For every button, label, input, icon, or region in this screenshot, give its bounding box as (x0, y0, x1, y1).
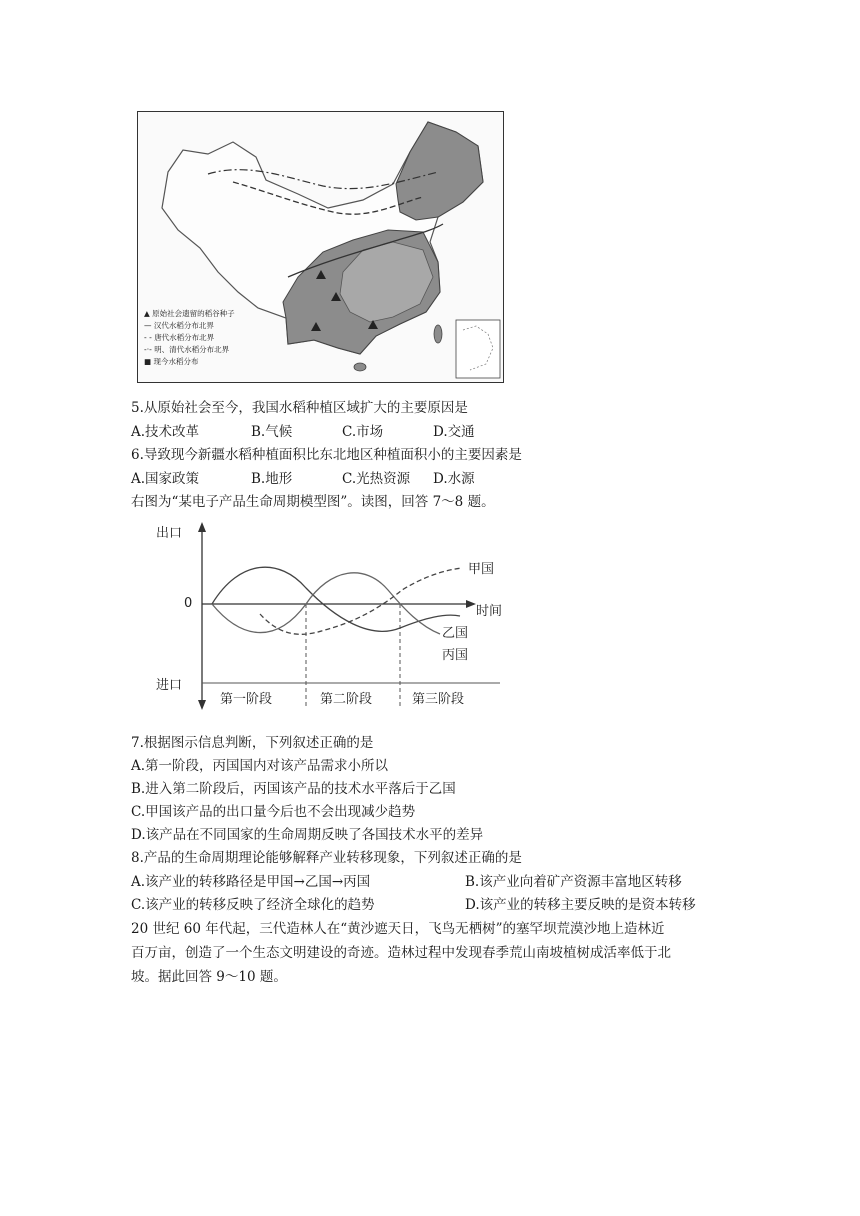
china-rice-map (137, 111, 504, 383)
northeast-rice-area (396, 122, 483, 220)
q8-option-c[interactable]: C.该产业的转移反映了经济全球化的趋势 (131, 897, 375, 913)
intro-9-10-line-2: 百万亩，创造了一个生态文明建设的奇迹。造林过程中发现春季荒山南坡植树成活率低于北 (131, 945, 671, 961)
label-country-yi: 乙国 (442, 626, 469, 641)
y-label-import: 进口 (156, 678, 183, 693)
q6-option-b[interactable]: B.地形 (251, 471, 293, 487)
legend-item-current: ■ 现今水稻分布 (144, 357, 199, 366)
y-label-export: 出口 (156, 526, 183, 541)
hainan (354, 363, 366, 371)
y-axis-arrow-bottom (198, 700, 206, 710)
q5-option-b[interactable]: B.气候 (251, 424, 293, 440)
stage-label-1: 第一阶段 (220, 692, 273, 707)
q7-option-d[interactable]: D.该产品在不同国家的生命周期反映了各国技术水平的差异 (131, 827, 484, 843)
q8-stem: 8.产品的生命周期理论能够解释产业转移现象，下列叙述正确的是 (131, 850, 522, 866)
q6-option-c[interactable]: C.光热资源 (342, 471, 411, 487)
south-china-sea-inset (456, 320, 500, 378)
intro-9-10-line-3: 坡。据此回答 9～10 题。 (131, 969, 287, 985)
legend-item-tang: - - 唐代水稻分布北界 (144, 333, 215, 342)
q7-stem: 7.根据图示信息判断，下列叙述正确的是 (131, 735, 374, 751)
legend-item-mingqing: -·- 明、清代水稻分布北界 (144, 345, 230, 354)
q6-option-d[interactable]: D.水源 (433, 471, 475, 487)
q7-option-b[interactable]: B.进入第二阶段后，丙国该产品的技术水平落后于乙国 (131, 781, 456, 797)
q8-option-b[interactable]: B.该产业向着矿产资源丰富地区转移 (465, 874, 682, 890)
x-label-time: 时间 (476, 604, 503, 619)
q5-option-a[interactable]: A.技术改革 (131, 424, 200, 440)
curve-bing (260, 568, 462, 634)
q5-option-c[interactable]: C.市场 (342, 424, 384, 440)
legend-item-han: — 汉代水稻分布北界 (144, 321, 214, 330)
q8-option-a[interactable]: A.该产业的转移路径是甲国→乙国→丙国 (131, 874, 371, 890)
label-country-bing: 丙国 (442, 648, 469, 663)
q6-option-a[interactable]: A.国家政策 (131, 471, 200, 487)
stage-label-2: 第二阶段 (320, 692, 373, 707)
intro-7-8: 右图为“某电子产品生命周期模型图”。读图，回答 7～8 题。 (131, 494, 495, 510)
q5-stem: 5.从原始社会至今，我国水稻种植区域扩大的主要原因是 (131, 400, 468, 416)
q7-option-c[interactable]: C.甲国该产品的出口量今后也不会出现减少趋势 (131, 804, 416, 820)
q7-option-a[interactable]: A.第一阶段，丙国国内对该产品需求小所以 (131, 758, 389, 774)
y-zero-label: 0 (184, 596, 193, 611)
q8-option-d[interactable]: D.该产业的转移主要反映的是资本转移 (465, 897, 696, 913)
q5-option-d[interactable]: D.交通 (433, 424, 475, 440)
stage-label-3: 第三阶段 (412, 692, 465, 707)
product-lifecycle-chart (140, 518, 520, 718)
x-axis-arrow (466, 600, 476, 608)
intro-9-10-line-1: 20 世纪 60 年代起，三代造林人在“黄沙遮天日，飞鸟无栖树”的塞罕坝荒漠沙地上造林近 (131, 921, 665, 937)
taiwan (434, 325, 442, 343)
y-axis-arrow (198, 522, 206, 532)
q6-stem: 6.导致现今新疆水稻种植面积比东北地区种植面积小的主要因素是 (131, 447, 522, 463)
legend-item-seeds: ▲ 原始社会遗留的稻谷种子 (144, 309, 235, 318)
label-country-jia: 甲国 (468, 562, 495, 577)
